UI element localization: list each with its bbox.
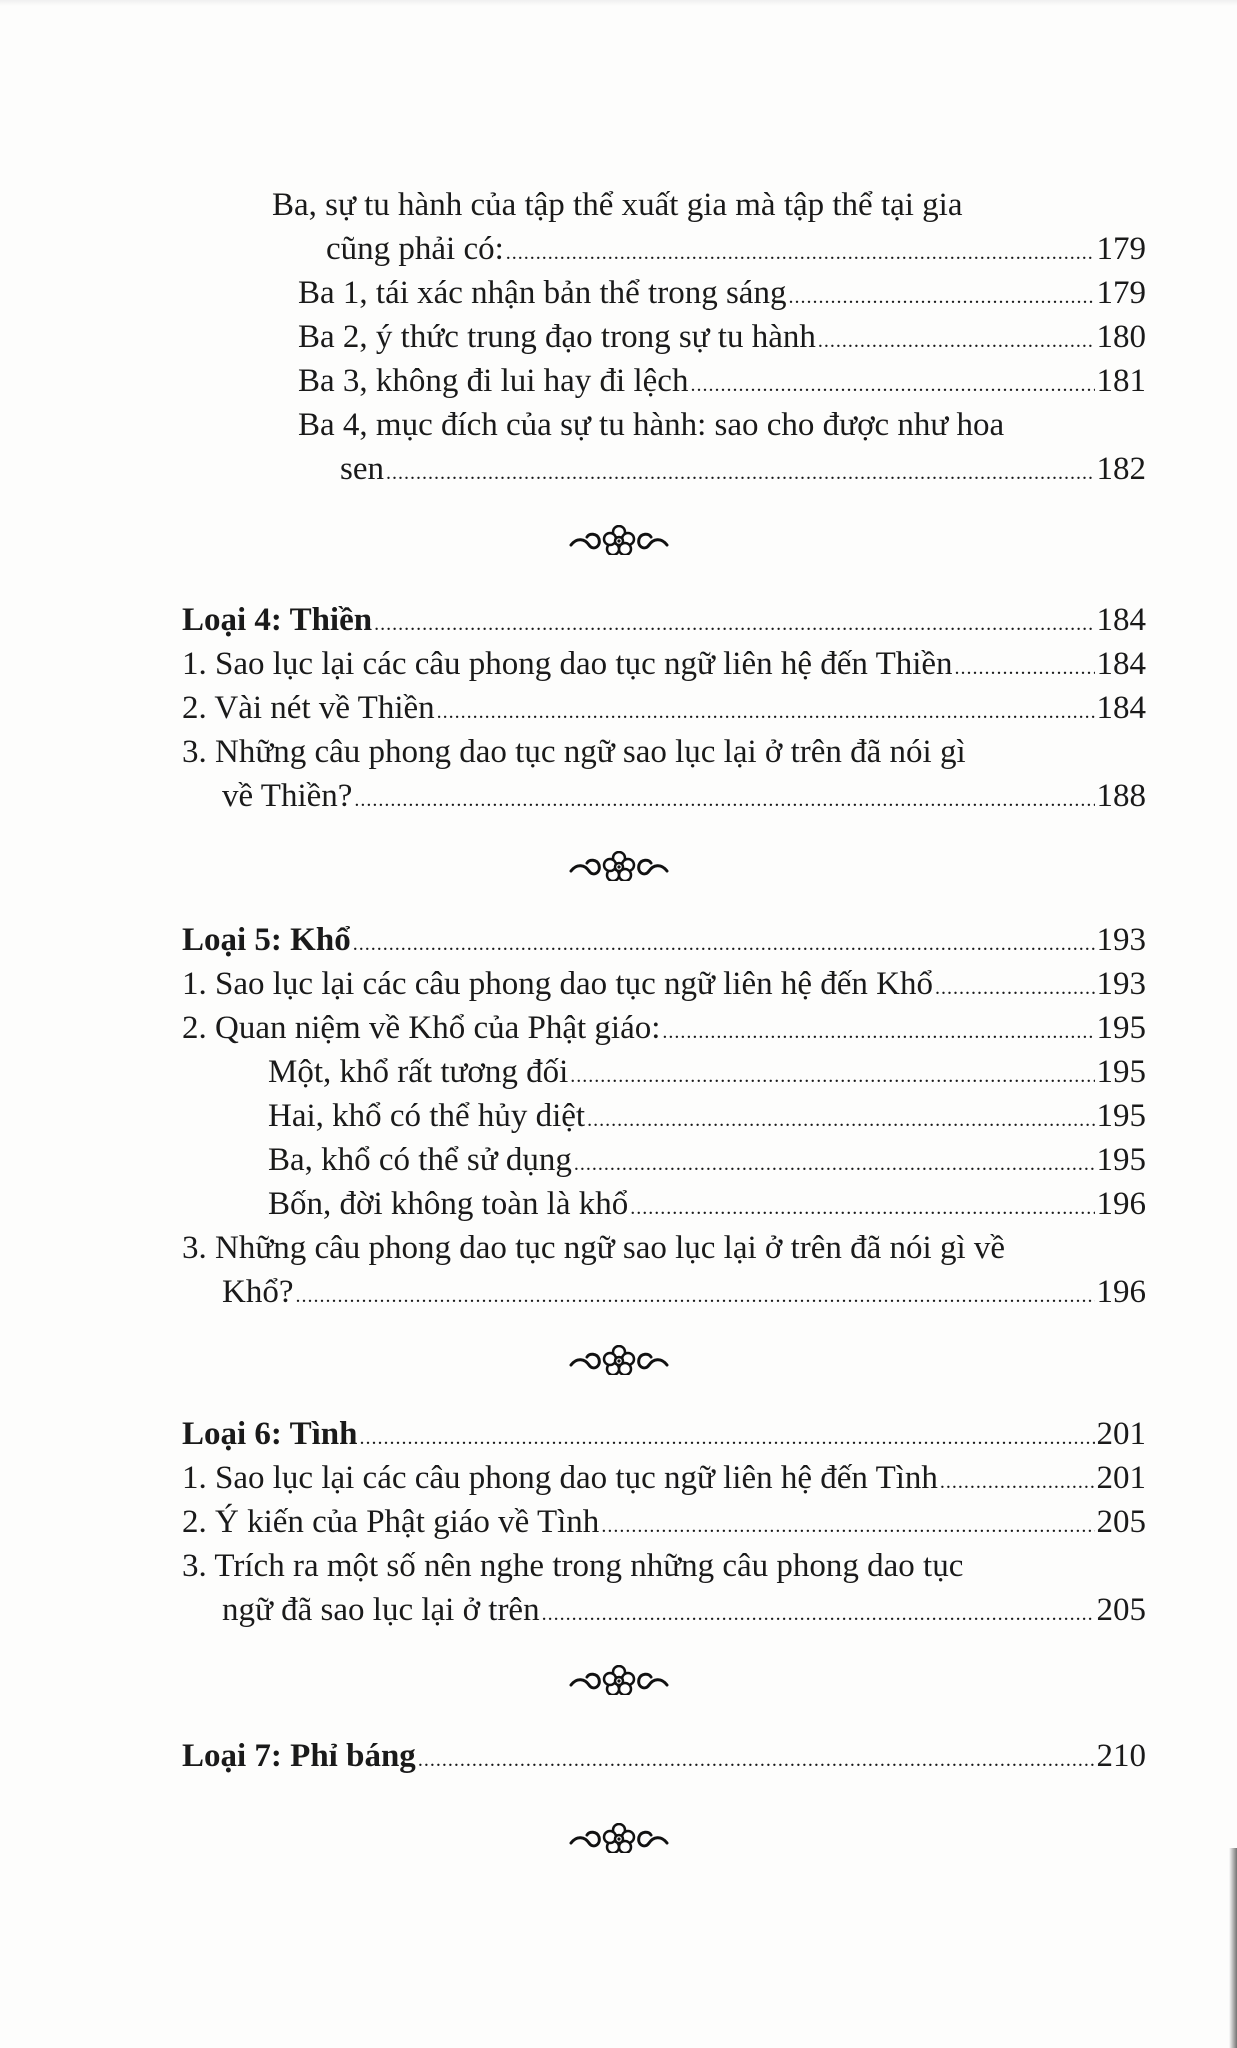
toc-entry [0, 315, 1237, 359]
toc-entry-text: 3. Trích ra một số nên nghe trong những câu phong dao tục [182, 1548, 964, 1584]
toc-entry [0, 1270, 1237, 1314]
toc-entry-text: 1. Sao lục lại các câu phong dao tục ngữ liên hệ đến Khổ [182, 966, 933, 1002]
toc-entry [0, 1138, 1237, 1182]
leader-dots [570, 1054, 1094, 1098]
toc-entry [0, 642, 1237, 686]
chapter-title: Loại 6: Tình [182, 1416, 358, 1452]
ornament-divider [0, 846, 1237, 886]
toc-entry-text: ngữ đã sao lục lại ở trên [222, 1592, 540, 1628]
page-number: 184 [1096, 690, 1146, 726]
toc-entry [0, 1500, 1237, 1544]
leader-dots [601, 1504, 1094, 1548]
page-number: 201 [1096, 1416, 1146, 1452]
page-number: 184 [1096, 646, 1146, 682]
toc-entry [0, 447, 1237, 491]
ornament-divider [0, 1660, 1237, 1700]
page-edge-shadow [1229, 1848, 1237, 2048]
leader-dots [662, 1010, 1094, 1054]
flower-scroll-icon [567, 1345, 671, 1375]
chapter-heading [0, 1734, 1237, 1778]
toc-entry [0, 359, 1237, 403]
page-number: 179 [1096, 231, 1146, 267]
chapter-title: Loại 5: Khổ [182, 922, 351, 958]
toc-entry [0, 686, 1237, 730]
page-number: 196 [1096, 1274, 1146, 1310]
chapter-heading [0, 918, 1237, 962]
page-number: 184 [1096, 602, 1146, 638]
ornament-divider [0, 1818, 1237, 1858]
toc-entry-text: 3. Những câu phong dao tục ngữ sao lục lại ở trên đã nói gì [182, 734, 966, 770]
toc-entry-text: 1. Sao lục lại các câu phong dao tục ngữ liên hệ đến Thiền [182, 646, 953, 682]
toc-entry [0, 1544, 1237, 1588]
leader-dots [506, 231, 1095, 275]
chapter-heading [0, 598, 1237, 642]
toc-entry [0, 774, 1237, 818]
ornament-divider [0, 520, 1237, 560]
toc-entry-text: Ba 2, ý thức trung đạo trong sự tu hành [298, 319, 816, 355]
leader-dots [935, 966, 1095, 1010]
page-number: 195 [1096, 1098, 1146, 1134]
page-number: 193 [1096, 966, 1146, 1002]
toc-entry-text: 3. Những câu phong dao tục ngữ sao lục lại ở trên đã nói gì về [182, 1230, 1006, 1266]
leader-dots [630, 1186, 1094, 1230]
toc-entry [0, 1006, 1237, 1050]
toc-entry [0, 1456, 1237, 1500]
toc-entry-text: Hai, khổ có thể hủy diệt [268, 1098, 586, 1134]
page-number: 205 [1096, 1504, 1146, 1540]
page-number: 195 [1096, 1142, 1146, 1178]
toc-entry-text: Ba 3, không đi lui hay đi lệch [298, 363, 689, 399]
page-number: 181 [1096, 363, 1146, 399]
toc-entry-text: Khổ? [222, 1274, 294, 1310]
page-number: 188 [1096, 778, 1146, 814]
leader-dots [374, 602, 1094, 646]
leader-dots [690, 363, 1094, 407]
page-number: 180 [1096, 319, 1146, 355]
leader-dots [587, 1098, 1094, 1142]
toc-entry-text: 2. Vài nét về Thiền [182, 690, 435, 726]
toc-entry-text: Ba, sự tu hành của tập thể xuất gia mà tập thể tại gia [272, 187, 963, 223]
flower-scroll-icon [567, 1823, 671, 1853]
toc-entry-text: 1. Sao lục lại các câu phong dao tục ngữ liên hệ đến Tình [182, 1460, 938, 1496]
toc-entry-text: 2. Quan niệm về Khổ của Phật giáo: [182, 1010, 661, 1046]
toc-entry-text: Bốn, đời không toàn là khổ [268, 1186, 629, 1222]
toc-entry [0, 183, 1237, 227]
toc-entry-text: Ba, khổ có thể sử dụng [268, 1142, 572, 1178]
page-number: 195 [1096, 1054, 1146, 1090]
toc-entry-text: Một, khổ rất tương đối [268, 1054, 569, 1090]
toc-entry [0, 962, 1237, 1006]
ornament-divider [0, 1340, 1237, 1380]
toc-entry-text: sen [340, 451, 384, 487]
toc-entry-text: Ba 1, tái xác nhận bản thể trong sáng [298, 275, 787, 311]
toc-entry [0, 1588, 1237, 1632]
page-top-edge [0, 0, 1237, 6]
page-number: 179 [1096, 275, 1146, 311]
toc-entry [0, 1182, 1237, 1226]
toc-entry [0, 730, 1237, 774]
page-number: 201 [1096, 1460, 1146, 1496]
toc-entry [0, 227, 1237, 271]
toc-entry-text: về Thiền? [222, 778, 353, 814]
toc-entry [0, 1050, 1237, 1094]
leader-dots [818, 319, 1095, 363]
leader-dots [295, 1274, 1094, 1318]
leader-dots [386, 451, 1095, 495]
page-number: 210 [1096, 1738, 1146, 1774]
toc-entry [0, 403, 1237, 447]
page-number: 193 [1096, 922, 1146, 958]
leader-dots [542, 1592, 1095, 1636]
leader-dots [437, 690, 1095, 734]
page-number: 195 [1096, 1010, 1146, 1046]
leader-dots [955, 646, 1095, 690]
toc-entry [0, 1226, 1237, 1270]
leader-dots [354, 778, 1094, 822]
toc-entry [0, 1094, 1237, 1138]
toc-entry [0, 271, 1237, 315]
page-number: 182 [1096, 451, 1146, 487]
toc-entry-text: 2. Ý kiến của Phật giáo về Tình [182, 1504, 600, 1540]
toc-entry-text: cũng phải có: [326, 231, 504, 267]
page-number: 196 [1096, 1186, 1146, 1222]
leader-dots [359, 1416, 1094, 1460]
chapter-title: Loại 7: Phỉ báng [182, 1738, 416, 1774]
leader-dots [418, 1738, 1095, 1782]
flower-scroll-icon [567, 525, 671, 555]
chapter-title: Loại 4: Thiền [182, 602, 373, 638]
toc-entry-text: Ba 4, mục đích của sự tu hành: sao cho được như hoa [298, 407, 1005, 443]
chapter-heading [0, 1412, 1237, 1456]
leader-dots [788, 275, 1094, 319]
flower-scroll-icon [567, 1665, 671, 1695]
page-number: 205 [1096, 1592, 1146, 1628]
flower-scroll-icon [567, 851, 671, 881]
leader-dots [353, 922, 1095, 966]
leader-dots [940, 1460, 1095, 1504]
leader-dots [574, 1142, 1095, 1186]
